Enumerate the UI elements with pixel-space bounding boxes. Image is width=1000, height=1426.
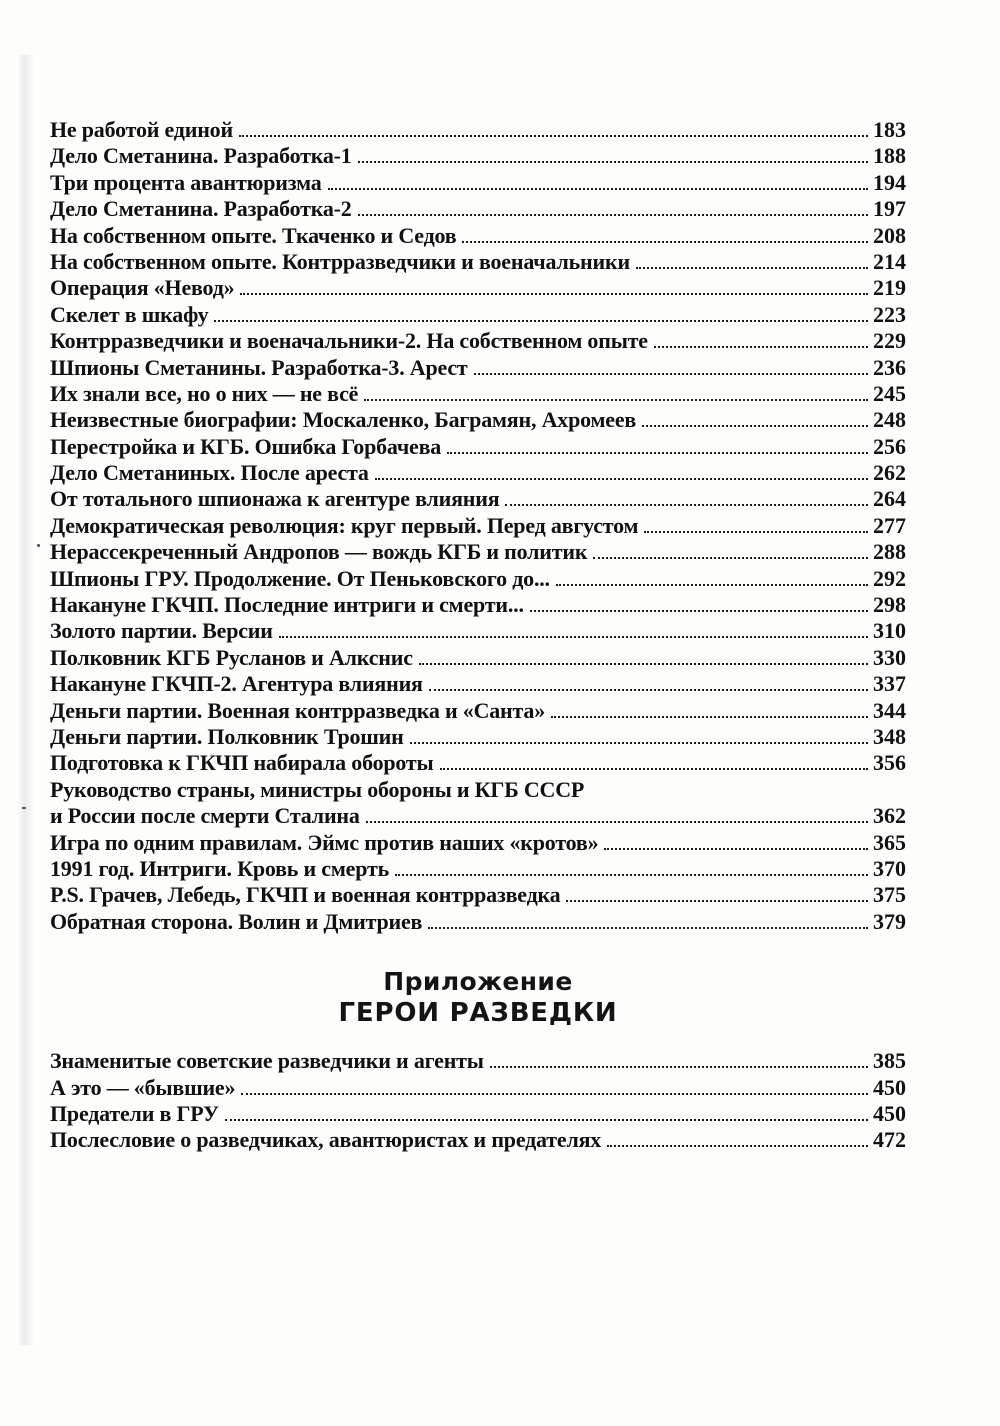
toc-entry-title: Деньги партии. Полковник Трошин	[50, 723, 404, 749]
toc-entry-title: Дело Сметаниных. После ареста	[50, 460, 369, 486]
toc-entry-title: Их знали все, но о них — не всё	[50, 380, 359, 406]
toc-entry	[50, 196, 906, 222]
toc-entry	[50, 302, 906, 328]
toc-entry	[50, 355, 906, 381]
toc-entry	[50, 539, 906, 565]
toc-entry-page-number: 292	[873, 565, 906, 591]
dot-leader	[644, 531, 868, 533]
toc-entry-page-number: 223	[873, 301, 906, 327]
toc-entry-page-number: 344	[873, 697, 906, 723]
toc-entry	[50, 117, 906, 143]
toc-entry-page-number: 264	[873, 486, 906, 512]
toc-entry-title: Полковник КГБ Русланов и Алкснис	[50, 644, 413, 670]
toc-entry	[50, 328, 906, 354]
toc-entry	[50, 486, 906, 512]
dot-leader	[440, 768, 868, 770]
toc-entry-title: Неизвестные биографии: Москаленко, Баграмян, Ахромеев	[50, 407, 637, 433]
toc-entry-title: Контрразведчики и военачальники-2. На собственном опыте	[50, 328, 648, 354]
toc-entry-title: Накануне ГКЧП-2. Агентура влияния	[50, 671, 423, 697]
dot-leader	[447, 452, 868, 454]
toc-entry-title: Руководство страны, министры обороны и КГБ СССР	[50, 776, 585, 802]
dot-leader	[604, 848, 868, 850]
dot-leader	[551, 716, 868, 718]
toc-entry	[50, 698, 906, 724]
dot-leader	[556, 584, 868, 586]
toc-entry	[50, 170, 906, 196]
toc-entry-title: P.S. Грачев, Лебедь, ГКЧП и военная контрразведка	[50, 882, 561, 908]
toc-entry-page-number: 288	[873, 539, 906, 565]
toc-entry-title: Перестройка и КГБ. Ошибка Горбачева	[50, 433, 442, 459]
toc-entry	[50, 223, 906, 249]
table-of-contents	[50, 117, 906, 1154]
dot-leader	[419, 663, 868, 665]
toc-entry-page-number: 256	[873, 433, 906, 459]
toc-entry-page-number: 197	[873, 196, 906, 222]
toc-entry-page-number: 214	[873, 248, 906, 274]
toc-entry-title: Шпионы ГРУ. Продолжение. От Пеньковского до...	[50, 565, 550, 591]
dot-leader	[240, 293, 868, 295]
toc-entry	[50, 830, 906, 856]
toc-entry-page-number: 450	[873, 1074, 906, 1100]
scan-speck	[37, 544, 40, 547]
toc-entry-page-number: 375	[873, 882, 906, 908]
dot-leader	[530, 610, 868, 612]
toc-entry-title: На собственном опыте. Ткаченко и Седов	[50, 222, 457, 248]
toc-entry	[50, 381, 906, 407]
toc-entry-page-number: 219	[873, 275, 906, 301]
toc-entry-page-number: 348	[873, 723, 906, 749]
toc-entry	[50, 143, 906, 169]
toc-entry	[50, 909, 906, 935]
scan-artifact-strip	[17, 55, 34, 1345]
dot-leader	[239, 135, 868, 137]
toc-entry-title: Демократическая революция: круг первый. Перед августом	[50, 512, 639, 538]
dot-leader	[642, 425, 868, 427]
toc-entry-page-number: 337	[873, 671, 906, 697]
dot-leader	[428, 927, 868, 929]
toc-entry-page-number: 385	[873, 1048, 906, 1074]
toc-entry-title: А это — «бывшие»	[50, 1074, 236, 1100]
dot-leader	[364, 399, 868, 401]
toc-entry	[50, 275, 906, 301]
dot-leader	[214, 320, 868, 322]
toc-entry-title: Нерассекреченный Андропов — вождь КГБ и политик	[50, 539, 588, 565]
dot-leader	[366, 821, 868, 823]
toc-entry-title: Предатели в ГРУ	[50, 1100, 219, 1126]
toc-entry	[50, 856, 906, 882]
toc-entry-page-number: 188	[873, 143, 906, 169]
dot-leader	[490, 1066, 868, 1068]
toc-entry-title: Игра по одним правилам. Эймс против наших «кротов»	[50, 829, 599, 855]
toc-entry	[50, 434, 906, 460]
toc-entry-page-number: 310	[873, 618, 906, 644]
toc-entry-title: Золото партии. Версии	[50, 618, 273, 644]
toc-entry	[50, 1101, 906, 1127]
dot-leader	[279, 636, 868, 638]
toc-entry-page-number: 365	[873, 829, 906, 855]
toc-entry	[50, 407, 906, 433]
appendix-heading	[50, 966, 906, 1029]
toc-entry	[50, 592, 906, 618]
toc-entry	[50, 803, 906, 829]
toc-entry-title: 1991 год. Интриги. Кровь и смерть	[50, 855, 390, 881]
toc-entry	[50, 671, 906, 697]
dot-leader	[462, 241, 868, 243]
dot-leader	[429, 689, 868, 691]
dot-leader	[358, 161, 868, 163]
toc-entry-page-number: 262	[873, 460, 906, 486]
toc-appendix-list	[50, 1048, 906, 1154]
toc-entry-page-number: 370	[873, 855, 906, 881]
toc-entry-page-number: 356	[873, 750, 906, 776]
toc-entry-title: и России после смерти Сталина	[50, 803, 360, 829]
toc-entry	[50, 513, 906, 539]
toc-entry	[50, 618, 906, 644]
dot-leader	[328, 188, 869, 190]
dot-leader	[654, 346, 868, 348]
toc-entry	[50, 566, 906, 592]
dot-leader	[375, 478, 868, 480]
toc-entry-title: Деньги партии. Военная контрразведка и «Санта»	[50, 697, 546, 723]
toc-entry-page-number: 183	[873, 117, 906, 142]
toc-entry-page-number: 362	[873, 803, 906, 829]
toc-entry-title: От тотального шпионажа к агентуре влияния	[50, 486, 500, 512]
scan-speck	[22, 807, 26, 809]
toc-entry-title: Шпионы Сметанины. Разработка-3. Арест	[50, 354, 468, 380]
toc-entry-page-number: 248	[873, 407, 906, 433]
toc-entry	[50, 724, 906, 750]
toc-entry-page-number: 277	[873, 512, 906, 538]
appendix-label: Приложение	[383, 967, 573, 997]
dot-leader	[474, 373, 868, 375]
toc-entry-title: На собственном опыте. Контрразведчики и военачальники	[50, 248, 630, 274]
toc-entry	[50, 249, 906, 275]
toc-entry-page-number: 450	[873, 1100, 906, 1126]
dot-leader	[225, 1119, 868, 1121]
toc-entry	[50, 1048, 906, 1074]
dot-leader	[636, 267, 868, 269]
toc-entry-title: Скелет в шкафу	[50, 301, 209, 327]
toc-entry-page-number: 472	[873, 1127, 906, 1153]
toc-entry	[50, 645, 906, 671]
toc-entry-page-number: 229	[873, 328, 906, 354]
toc-entry	[50, 750, 906, 776]
toc-entry	[50, 460, 906, 486]
toc-main-list	[50, 117, 906, 935]
toc-entry-title: Знаменитые советские разведчики и агенты	[50, 1048, 484, 1074]
toc-entry-page-number: 245	[873, 380, 906, 406]
toc-entry	[50, 777, 906, 803]
toc-entry-page-number: 298	[873, 592, 906, 618]
dot-leader	[566, 900, 868, 902]
toc-entry-title: Послесловие о разведчиках, авантюристах и предателях	[50, 1127, 602, 1153]
toc-entry-title: Не работой единой	[50, 117, 233, 142]
dot-leader	[410, 742, 868, 744]
toc-entry-title: Операция «Невод»	[50, 275, 235, 301]
toc-entry-page-number: 379	[873, 908, 906, 934]
dot-leader	[358, 214, 868, 216]
toc-entry-page-number: 208	[873, 222, 906, 248]
toc-entry-page-number: 194	[873, 169, 906, 195]
appendix-title: ГЕРОИ РАЗВЕДКИ	[338, 998, 618, 1029]
toc-entry	[50, 1127, 906, 1153]
toc-entry-title: Обратная сторона. Волин и Дмитриев	[50, 908, 423, 934]
dot-leader	[241, 1093, 868, 1095]
dot-leader	[607, 1145, 868, 1147]
toc-entry-title: Дело Сметанина. Разработка-1	[50, 143, 352, 169]
toc-entry	[50, 882, 906, 908]
toc-entry-page-number: 236	[873, 354, 906, 380]
toc-entry	[50, 1075, 906, 1101]
toc-entry-title: Дело Сметанина. Разработка-2	[50, 196, 352, 222]
toc-entry-page-number: 330	[873, 644, 906, 670]
dot-leader	[593, 557, 868, 559]
dot-leader	[505, 504, 868, 506]
toc-entry-title: Три процента авантюризма	[50, 169, 322, 195]
dot-leader	[395, 874, 868, 876]
toc-entry-title: Подготовка к ГКЧП набирала обороты	[50, 750, 434, 776]
toc-entry-title: Накануне ГКЧП. Последние интриги и смерти...	[50, 592, 524, 618]
